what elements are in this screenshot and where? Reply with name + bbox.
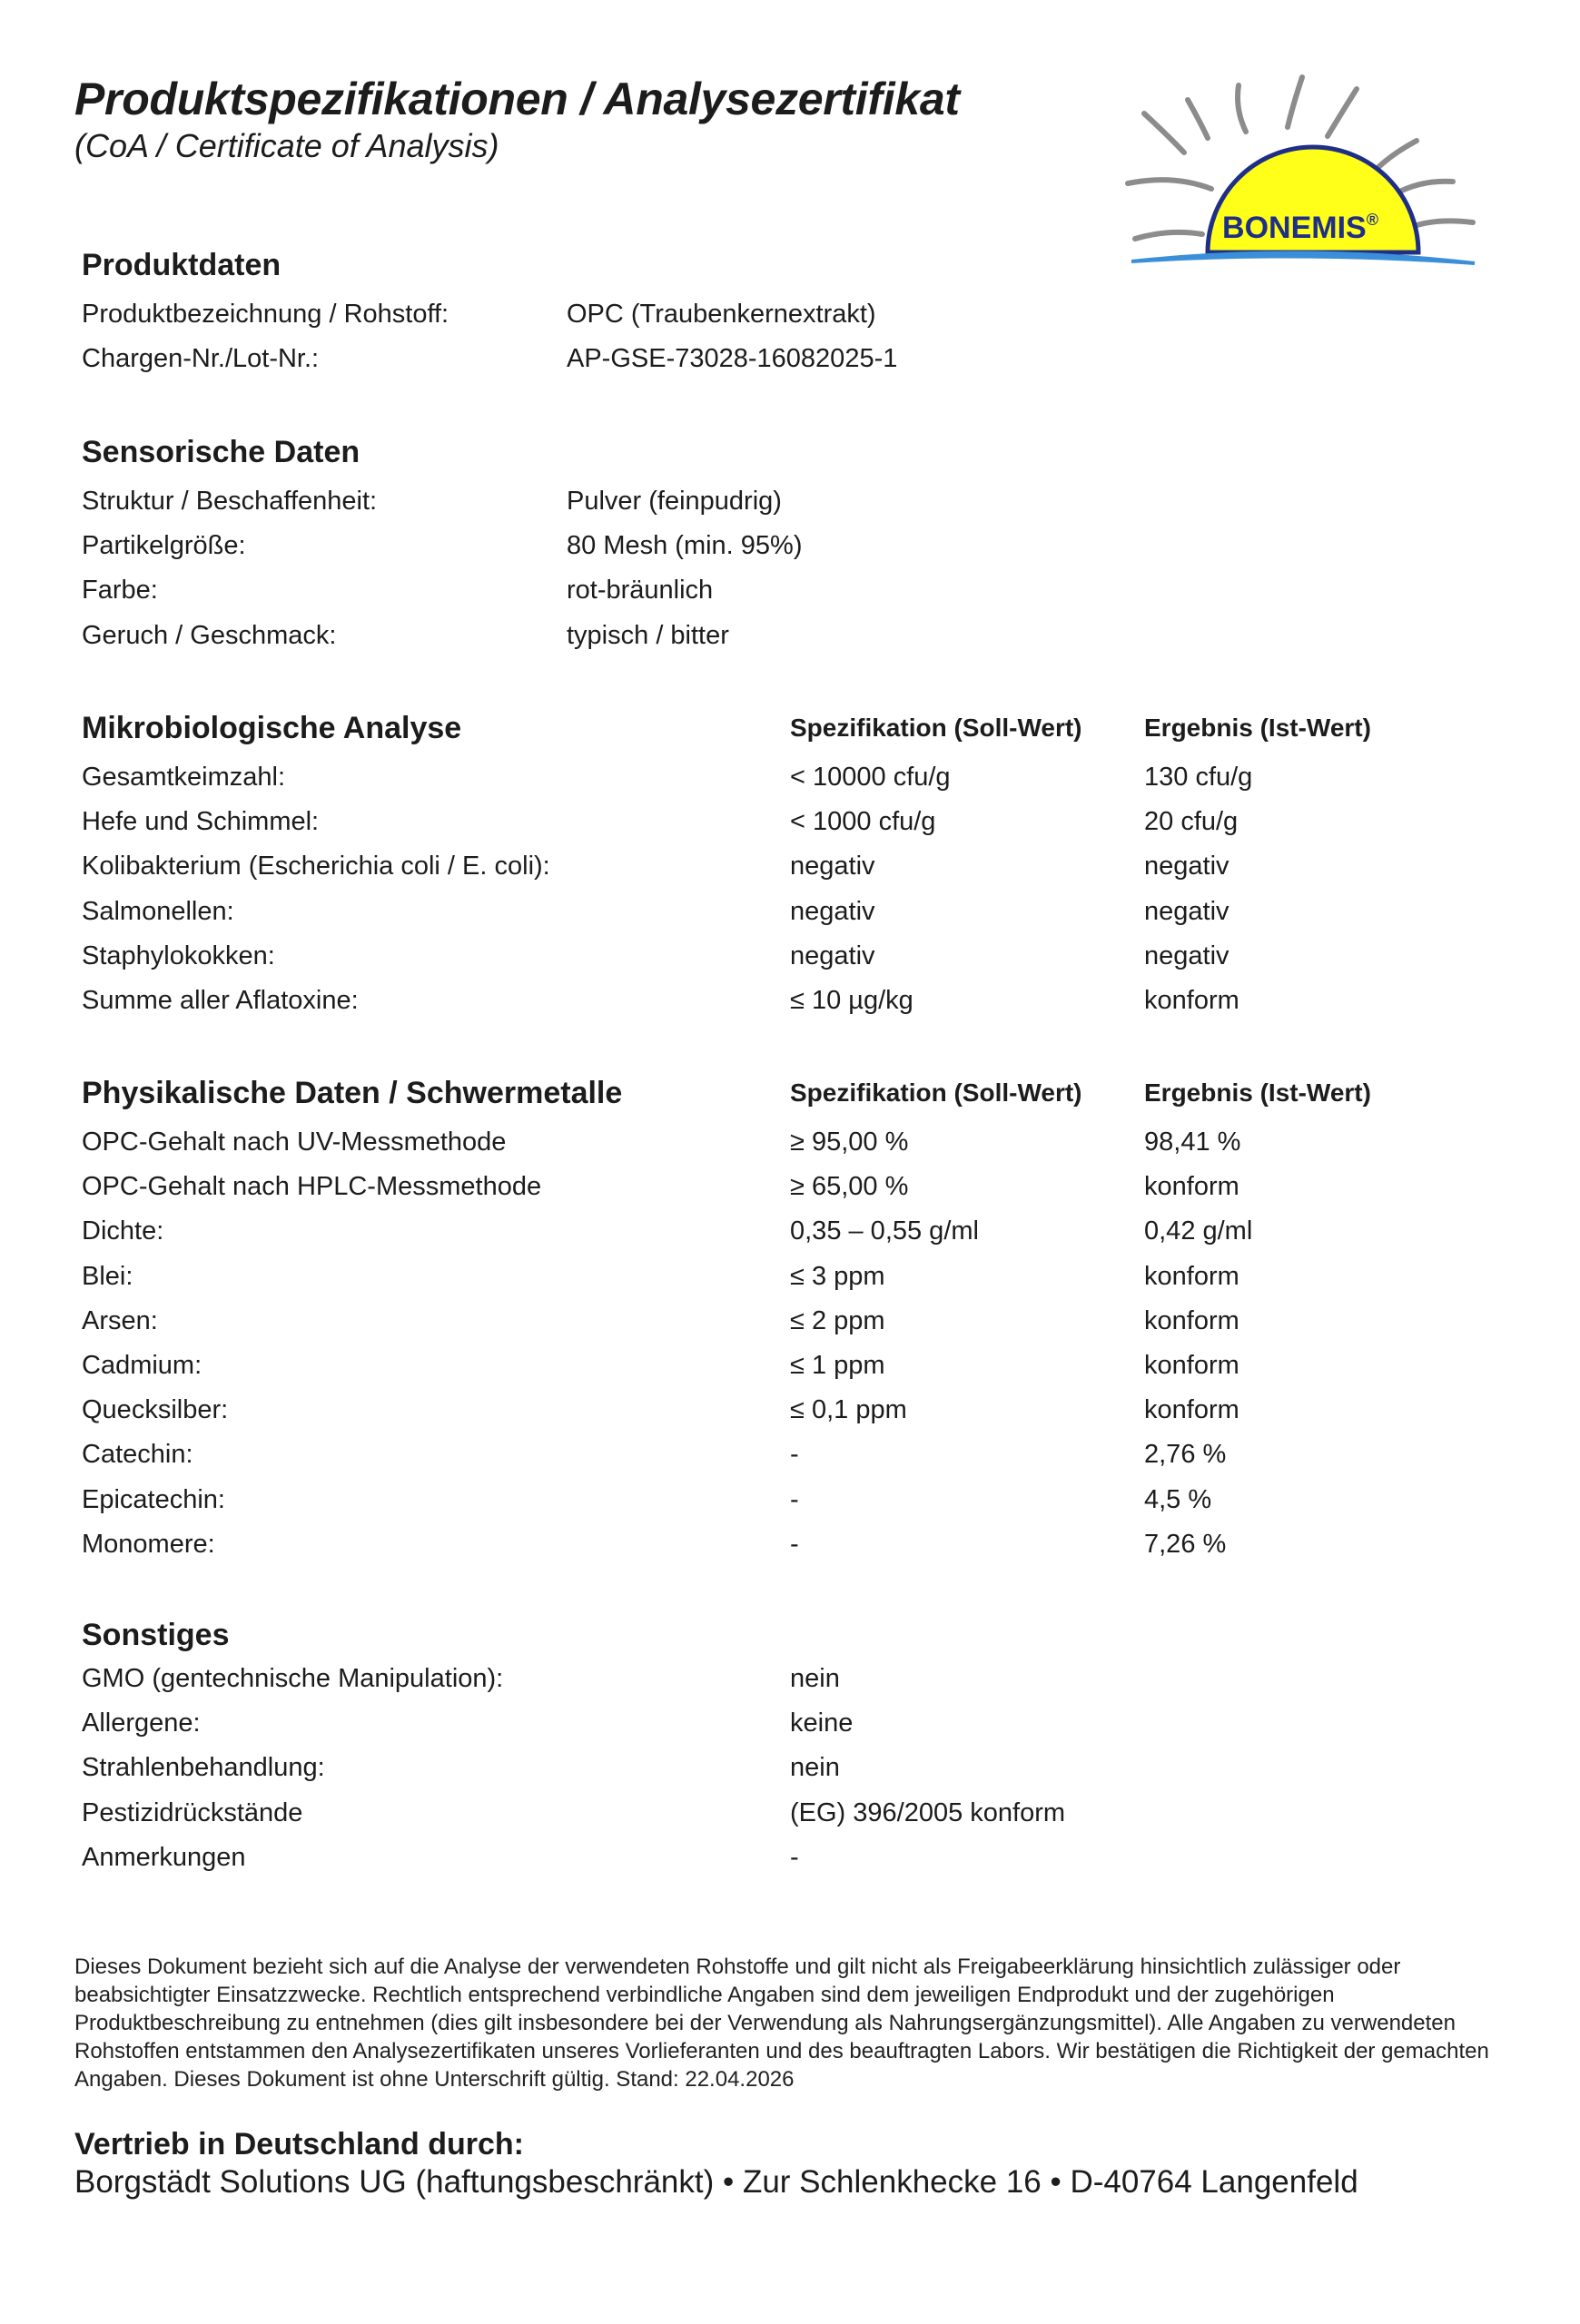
row-result: 4,5 % [1144,1484,1212,1514]
table-row [82,483,1498,527]
table-row [82,617,1498,662]
row-spec: ≤ 2 ppm [790,1305,885,1335]
table-row [82,1124,1498,1168]
row-result: konform [1144,1305,1239,1335]
row-result: konform [1144,1261,1239,1291]
row-value: nein [790,1664,840,1693]
row-spec: ≥ 65,00 % [790,1172,909,1202]
row-value: keine [790,1709,854,1738]
row-value: typisch / bitter [567,620,729,650]
section-mikrobiologie [82,710,1498,1027]
table-row [82,803,1498,848]
row-label: Arsen: [82,1305,158,1335]
table-row [82,1705,1498,1749]
row-spec: < 10000 cfu/g [790,763,951,792]
section-title: Sensorische Daten [82,434,360,469]
table-row [82,1749,1498,1794]
row-label: Allergene: [82,1709,201,1738]
row-label: Strahlenbehandlung: [82,1753,325,1783]
table-row [82,1392,1498,1436]
result-column-header: Ergebnis (Ist-Wert) [1144,1078,1371,1107]
row-result: 130 cfu/g [1144,763,1253,792]
result-column-header: Ergebnis (Ist-Wert) [1144,714,1371,742]
row-label: Partikelgröße: [82,531,246,561]
row-label: Anmerkungen [82,1842,246,1872]
row-result: negativ [1144,852,1229,881]
section-title: Physikalische Daten / Schwermetalle [82,1075,623,1110]
row-result: 20 cfu/g [1144,807,1239,837]
row-value: 80 Mesh (min. 95%) [567,531,803,561]
table-row [82,1213,1498,1257]
row-spec: ≥ 95,00 % [790,1128,909,1157]
table-row [82,982,1498,1027]
section-sensorisch [82,434,1498,662]
table-row [82,759,1498,803]
row-label: Cadmium: [82,1350,202,1380]
section-title: Produktdaten [82,247,281,282]
table-row [82,893,1498,938]
row-label: Quecksilber: [82,1395,229,1425]
table-row [82,1168,1498,1213]
row-result: negativ [1144,940,1229,970]
spec-column-header: Spezifikation (Soll-Wert) [790,1078,1082,1107]
row-result: konform [1144,1350,1239,1380]
table-row [82,1839,1498,1884]
row-label: Hefe und Schimmel: [82,807,320,837]
distribution-title: Vertrieb in Deutschland durch: [74,2127,524,2162]
row-result: 98,41 % [1144,1128,1241,1157]
row-result: konform [1144,985,1239,1015]
row-label: Dichte: [82,1216,164,1246]
row-spec: ≤ 3 ppm [790,1261,885,1291]
svg-text:BONEMIS® [1222,211,1378,245]
row-spec: - [790,1484,799,1514]
table-row [82,1436,1498,1481]
row-result: 0,42 g/ml [1144,1216,1253,1246]
row-label: Epicatechin: [82,1484,225,1514]
table-row [82,572,1498,616]
row-spec: - [790,1440,799,1470]
table-row [82,1526,1498,1571]
row-label: Farbe: [82,576,158,606]
section-physik [82,1075,1498,1571]
table-row [82,340,1498,385]
row-spec: negativ [790,940,875,970]
row-result: konform [1144,1395,1239,1425]
row-result: konform [1144,1172,1239,1202]
row-label: Monomere: [82,1529,215,1559]
row-value: Pulver (feinpudrig) [567,487,782,516]
row-label: OPC-Gehalt nach HPLC-Messmethode [82,1172,542,1202]
row-label: Summe aller Aflatoxine: [82,985,359,1015]
document-title: Produktspezifikationen / Analysezertifikat [74,74,960,124]
row-value: (EG) 396/2005 konform [790,1797,1066,1827]
table-row [82,527,1498,572]
row-spec: 0,35 – 0,55 g/ml [790,1216,979,1246]
logo-registered: ® [1366,211,1378,229]
row-result: negativ [1144,896,1229,926]
row-label: Geruch / Geschmack: [82,620,337,650]
spec-column-header: Spezifikation (Soll-Wert) [790,714,1082,742]
row-label: Gesamtkeimzahl: [82,763,286,792]
table-row [82,1795,1498,1839]
table-row [82,848,1498,892]
row-value: OPC (Traubenkernextrakt) [567,300,876,329]
row-label: Staphylokokken: [82,940,275,970]
row-spec: negativ [790,896,875,926]
row-spec: ≤ 0,1 ppm [790,1395,907,1425]
table-row [82,1347,1498,1392]
row-value: - [790,1842,799,1872]
row-label: Blei: [82,1261,133,1291]
row-label: OPC-Gehalt nach UV-Messmethode [82,1128,507,1157]
section-title: Mikrobiologische Analyse [82,710,462,745]
distribution-address: Borgstädt Solutions UG (haftungsbeschränkt) • Zur Schlenkhecke 16 • D-40764 Langenfeld [74,2164,1358,2200]
table-row [82,1303,1498,1347]
row-result: 2,76 % [1144,1440,1227,1470]
row-label: Pestizidrückstände [82,1797,303,1827]
row-label: Struktur / Beschaffenheit: [82,487,378,516]
document-subtitle: (CoA / Certificate of Analysis) [74,127,499,164]
row-value: AP-GSE-73028-16082025-1 [567,344,898,374]
section-sonstiges [82,1617,1498,1884]
table-row [82,1482,1498,1526]
table-row [82,1258,1498,1303]
row-spec: - [790,1529,799,1559]
table-row [82,296,1498,340]
logo-brand: BONEMIS [1222,211,1367,245]
row-value: rot-bräunlich [567,576,714,606]
table-row [82,1660,1498,1705]
row-label: GMO (gentechnische Manipulation): [82,1664,504,1693]
row-label: Chargen-Nr./Lot-Nr.: [82,344,320,374]
disclaimer-text: Dieses Dokument bezieht sich auf die Analyse der verwendeten Rohstoffe und gilt nicht als Freigabeerklärung hinsichtlich zulässiger oder beabsichtigter Einsatzzwecke. Rechtlich entsprechend verbindliche Angaben sind dem jeweiligen Endprodukt und der zugehörigen Produktbeschreibung zu entnehmen (dies gilt insbesondere bei der Verwendung als Nahrungsergänzungsmittel). Alle Angaben zu verwendeten Rohstoffen entstammen den Analysezertifikaten unseres Vorlieferanten und des beauftragten Labors. Wir bestätigen die Richtigkeit der gemachten Angaben. Dieses Dokument ist ohne Unterschrift gültig. Stand: 22.04.2026 [74,1955,1489,2092]
section-produktdaten [82,247,1498,385]
row-spec: ≤ 10 µg/kg [790,985,913,1015]
row-label: Salmonellen: [82,896,234,926]
row-label: Produktbezeichnung / Rohstoff: [82,300,449,329]
section-title: Sonstiges [82,1617,230,1652]
table-row [82,938,1498,982]
row-label: Kolibakterium (Escherichia coli / E. coli): [82,852,550,881]
row-label: Catechin: [82,1440,193,1470]
row-spec: < 1000 cfu/g [790,807,936,837]
row-result: 7,26 % [1144,1529,1227,1559]
row-spec: negativ [790,852,875,881]
row-spec: ≤ 1 ppm [790,1350,885,1380]
row-value: nein [790,1753,840,1783]
